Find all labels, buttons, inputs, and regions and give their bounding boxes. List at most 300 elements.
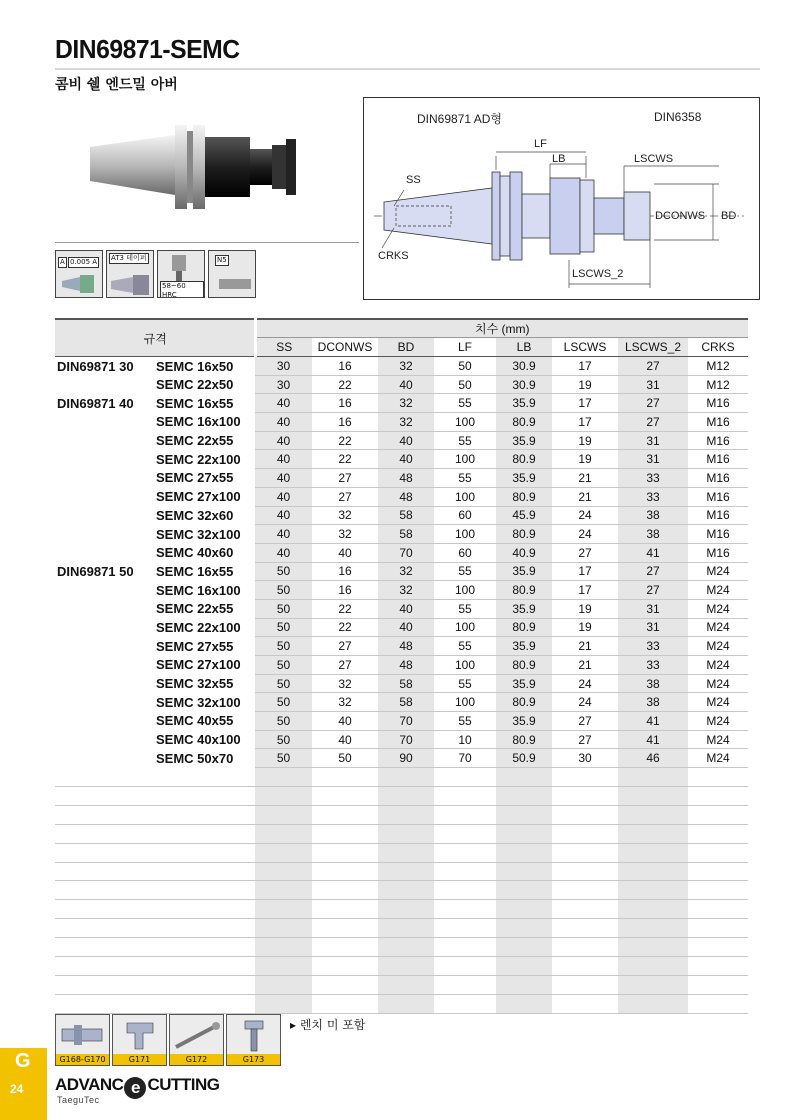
product-code: SEMC 32x100 <box>156 526 241 542</box>
table-cell: 24 <box>552 506 618 525</box>
empty-cell <box>688 787 748 806</box>
table-cell: 30.9 <box>496 375 552 394</box>
product-code-cell <box>55 525 255 544</box>
accessory-screw <box>226 1014 281 1066</box>
empty-cell <box>618 957 688 976</box>
table-cell: 45.9 <box>496 506 552 525</box>
empty-cell <box>312 957 378 976</box>
table-cell: 21 <box>552 656 618 675</box>
table-cell: 40 <box>378 431 434 450</box>
product-code-cell <box>55 450 255 469</box>
empty-cell <box>378 824 434 843</box>
empty-table-row <box>55 975 748 994</box>
empty-table-row <box>55 881 748 900</box>
table-cell: 46 <box>618 749 688 768</box>
table-cell: 27 <box>552 730 618 749</box>
empty-cell <box>618 843 688 862</box>
table-cell: 31 <box>618 599 688 618</box>
empty-cell <box>552 994 618 1013</box>
label-lscws2: LSCWS_2 <box>572 268 624 280</box>
table-row <box>55 506 748 525</box>
table-cell: 80.9 <box>496 487 552 506</box>
label-crks: CRKS <box>378 250 409 262</box>
table-cell: 38 <box>618 506 688 525</box>
empty-cell <box>312 900 378 919</box>
empty-cell <box>255 768 312 787</box>
table-cell: 31 <box>618 450 688 469</box>
empty-cell <box>552 787 618 806</box>
taper-spec-icon <box>106 250 154 298</box>
table-cell: 70 <box>378 712 434 731</box>
table-cell: 22 <box>312 450 378 469</box>
table-cell: 30.9 <box>496 357 552 376</box>
product-code-cell <box>55 431 255 450</box>
logo-text-right: CUTTING <box>147 1075 220 1094</box>
table-cell: 19 <box>552 599 618 618</box>
empty-cell <box>552 919 618 938</box>
empty-cell <box>688 843 748 862</box>
table-cell: 50 <box>255 749 312 768</box>
product-code: SEMC 32x55 <box>156 676 234 692</box>
table-cell: M16 <box>688 487 748 506</box>
table-cell: 16 <box>312 357 378 376</box>
table-cell: 35.9 <box>496 712 552 731</box>
empty-cell <box>496 938 552 957</box>
empty-cell <box>552 938 618 957</box>
product-code-cell <box>55 562 255 581</box>
product-code-cell <box>55 712 255 731</box>
product-code-cell <box>55 581 255 600</box>
label-lscws: LSCWS <box>634 153 674 165</box>
table-cell: 27 <box>618 562 688 581</box>
product-series: DIN69871 30 <box>57 358 134 374</box>
table-cell: 58 <box>378 506 434 525</box>
product-code: SEMC 27x100 <box>156 657 241 673</box>
table-cell: 48 <box>378 487 434 506</box>
table-cell: M24 <box>688 599 748 618</box>
table-cell: 21 <box>552 487 618 506</box>
empty-cell <box>618 824 688 843</box>
table-row <box>55 562 748 581</box>
empty-cell <box>378 862 434 881</box>
table-cell: 40 <box>378 375 434 394</box>
empty-cell <box>434 900 496 919</box>
table-cell: 19 <box>552 431 618 450</box>
hardness-label: 58~60 HRC <box>160 281 204 298</box>
table-cell: 70 <box>378 543 434 562</box>
empty-cell <box>688 957 748 976</box>
table-cell: 50 <box>255 599 312 618</box>
empty-cell <box>552 881 618 900</box>
table-row <box>55 450 748 469</box>
empty-cell <box>688 975 748 994</box>
empty-cell <box>312 919 378 938</box>
empty-cell <box>378 975 434 994</box>
table-cell: M16 <box>688 469 748 488</box>
table-row <box>55 693 748 712</box>
empty-cell <box>496 900 552 919</box>
empty-cell <box>255 919 312 938</box>
table-cell: 40 <box>255 487 312 506</box>
table-cell: M24 <box>688 730 748 749</box>
product-code: SEMC 16x100 <box>156 582 241 598</box>
table-cell: 100 <box>434 487 496 506</box>
wrench-icon <box>170 1015 225 1055</box>
table-cell: 16 <box>312 394 378 413</box>
product-code-cell <box>55 618 255 637</box>
table-cell: M12 <box>688 357 748 376</box>
product-code-cell <box>55 599 255 618</box>
table-cell: 90 <box>378 749 434 768</box>
table-cell: 40 <box>255 450 312 469</box>
empty-table-row <box>55 994 748 1013</box>
table-cell: 80.9 <box>496 730 552 749</box>
surface-icon <box>209 251 256 298</box>
column-header: LSCWS_2 <box>618 338 688 357</box>
table-cell: 27 <box>312 469 378 488</box>
table-cell: 27 <box>552 712 618 731</box>
table-cell: 60 <box>434 506 496 525</box>
key-icon <box>113 1015 168 1055</box>
empty-cell <box>496 957 552 976</box>
table-cell: 55 <box>434 674 496 693</box>
table-cell: M24 <box>688 712 748 731</box>
product-code: SEMC 16x55 <box>156 563 234 579</box>
table-cell: 22 <box>312 375 378 394</box>
empty-cell <box>688 862 748 881</box>
empty-cell <box>496 881 552 900</box>
empty-cell <box>618 881 688 900</box>
table-cell: 40 <box>312 712 378 731</box>
table-cell: 27 <box>618 581 688 600</box>
table-cell: 80.9 <box>496 618 552 637</box>
empty-cell <box>255 957 312 976</box>
table-cell: 16 <box>312 413 378 432</box>
table-cell: 16 <box>312 562 378 581</box>
table-cell: 17 <box>552 394 618 413</box>
empty-table-row <box>55 900 748 919</box>
table-cell: 22 <box>312 431 378 450</box>
empty-cell <box>312 805 378 824</box>
table-cell: 32 <box>312 506 378 525</box>
taper-label: AT3 테이퍼 <box>111 254 147 262</box>
table-cell: 31 <box>618 375 688 394</box>
empty-cell <box>552 900 618 919</box>
empty-cell <box>255 900 312 919</box>
table-row <box>55 581 748 600</box>
table-cell: 32 <box>312 674 378 693</box>
table-cell: 32 <box>378 581 434 600</box>
table-row <box>55 413 748 432</box>
empty-cell <box>312 975 378 994</box>
empty-cell <box>618 975 688 994</box>
table-cell: 31 <box>618 431 688 450</box>
table-cell: 38 <box>618 525 688 544</box>
empty-cell <box>312 843 378 862</box>
spec-table <box>55 318 748 1014</box>
empty-cell <box>496 824 552 843</box>
surface-label: N5 <box>217 256 227 264</box>
table-cell: 35.9 <box>496 431 552 450</box>
table-cell: 16 <box>312 581 378 600</box>
product-code-cell <box>55 656 255 675</box>
product-code-cell <box>55 749 255 768</box>
table-cell: 40 <box>255 394 312 413</box>
empty-cell <box>312 994 378 1013</box>
empty-cell <box>434 975 496 994</box>
table-cell: 32 <box>312 693 378 712</box>
table-row <box>55 674 748 693</box>
surface-spec-icon <box>208 250 256 298</box>
empty-cell <box>552 957 618 976</box>
empty-cell <box>618 919 688 938</box>
empty-cell <box>552 805 618 824</box>
empty-cell <box>378 919 434 938</box>
table-cell: 50 <box>255 730 312 749</box>
table-cell: 27 <box>618 357 688 376</box>
product-code: SEMC 27x55 <box>156 470 234 486</box>
empty-cell <box>312 862 378 881</box>
empty-cell <box>434 994 496 1013</box>
empty-cell <box>255 843 312 862</box>
name-column-header: 규격 <box>55 319 255 357</box>
product-code: SEMC 22x50 <box>156 377 234 393</box>
product-code-cell <box>55 637 255 656</box>
product-code: SEMC 32x60 <box>156 507 234 523</box>
empty-cell <box>552 862 618 881</box>
schematic-title-right: DIN6358 <box>654 110 702 124</box>
accessory-key <box>112 1014 167 1066</box>
table-cell: 55 <box>434 599 496 618</box>
table-cell: 55 <box>434 637 496 656</box>
empty-cell <box>434 938 496 957</box>
column-header: LF <box>434 338 496 357</box>
table-cell: 24 <box>552 674 618 693</box>
section-letter: G <box>15 1050 31 1072</box>
product-code: SEMC 22x100 <box>156 619 241 635</box>
accessory-wrench <box>169 1014 224 1066</box>
table-cell: 33 <box>618 637 688 656</box>
table-cell: 33 <box>618 656 688 675</box>
empty-cell <box>55 768 255 787</box>
runout-spec-icon <box>55 250 103 298</box>
table-cell: 40 <box>255 525 312 544</box>
logo-text-left: ADVANC <box>55 1075 124 1094</box>
empty-cell <box>378 994 434 1013</box>
product-code: SEMC 40x55 <box>156 713 234 729</box>
product-code-cell <box>55 543 255 562</box>
table-cell: 30 <box>255 357 312 376</box>
product-code-cell <box>55 487 255 506</box>
table-cell: 80.9 <box>496 581 552 600</box>
table-cell: 48 <box>378 637 434 656</box>
table-cell: 100 <box>434 413 496 432</box>
empty-cell <box>255 975 312 994</box>
empty-cell <box>55 843 255 862</box>
table-cell: 80.9 <box>496 525 552 544</box>
table-row <box>55 618 748 637</box>
product-code: SEMC 22x55 <box>156 601 234 617</box>
table-cell: 35.9 <box>496 599 552 618</box>
table-cell: 80.9 <box>496 413 552 432</box>
empty-cell <box>255 824 312 843</box>
label-dconws: DCONWS <box>655 210 706 222</box>
table-cell: 41 <box>618 712 688 731</box>
empty-cell <box>434 862 496 881</box>
table-cell: 19 <box>552 618 618 637</box>
empty-cell <box>378 843 434 862</box>
table-cell: 100 <box>434 450 496 469</box>
product-code: SEMC 22x55 <box>156 433 234 449</box>
page-number: 24 <box>10 1082 24 1096</box>
table-cell: 35.9 <box>496 394 552 413</box>
empty-cell <box>378 900 434 919</box>
empty-cell <box>496 975 552 994</box>
page-title: DIN69871-SEMC <box>55 34 240 64</box>
product-code: SEMC 16x100 <box>156 414 241 430</box>
product-code-cell <box>55 693 255 712</box>
empty-cell <box>552 975 618 994</box>
table-cell: 35.9 <box>496 674 552 693</box>
empty-cell <box>55 787 255 806</box>
empty-table-row <box>55 938 748 957</box>
product-code: SEMC 32x100 <box>156 694 241 710</box>
table-cell: M24 <box>688 656 748 675</box>
product-code: SEMC 50x70 <box>156 750 234 766</box>
table-cell: M24 <box>688 693 748 712</box>
table-cell: M24 <box>688 674 748 693</box>
accessory-icons <box>55 1014 281 1066</box>
table-cell: 58 <box>378 525 434 544</box>
table-cell: 50 <box>255 562 312 581</box>
empty-cell <box>434 919 496 938</box>
page-subtitle: 콤비 쉘 엔드밀 아버 <box>55 77 178 93</box>
table-cell: 17 <box>552 413 618 432</box>
table-cell: 50 <box>255 581 312 600</box>
empty-cell <box>255 862 312 881</box>
empty-cell <box>688 768 748 787</box>
table-row <box>55 431 748 450</box>
table-cell: 35.9 <box>496 562 552 581</box>
table-cell: 55 <box>434 431 496 450</box>
empty-cell <box>688 919 748 938</box>
table-cell: 70 <box>434 749 496 768</box>
empty-cell <box>688 900 748 919</box>
table-cell: 27 <box>312 487 378 506</box>
empty-cell <box>312 768 378 787</box>
table-row <box>55 525 748 544</box>
table-cell: 55 <box>434 469 496 488</box>
empty-cell <box>55 805 255 824</box>
empty-cell <box>434 787 496 806</box>
product-code-cell <box>55 674 255 693</box>
table-cell: 55 <box>434 562 496 581</box>
table-cell: 40 <box>378 450 434 469</box>
table-cell: M24 <box>688 562 748 581</box>
table-cell: 32 <box>378 394 434 413</box>
column-header: LSCWS <box>552 338 618 357</box>
table-cell: 40 <box>255 543 312 562</box>
taper-icon <box>107 251 154 298</box>
table-cell: 40 <box>378 618 434 637</box>
table-cell: 27 <box>312 656 378 675</box>
table-cell: 40 <box>255 431 312 450</box>
title-divider <box>55 68 760 70</box>
empty-cell <box>312 824 378 843</box>
empty-cell <box>618 938 688 957</box>
screw-icon <box>227 1015 282 1055</box>
table-cell: 80.9 <box>496 693 552 712</box>
table-cell: 30 <box>552 749 618 768</box>
schematic-drawing <box>364 98 761 301</box>
empty-cell <box>496 805 552 824</box>
empty-cell <box>552 824 618 843</box>
table-cell: 21 <box>552 637 618 656</box>
table-cell: 80.9 <box>496 450 552 469</box>
table-cell: 27 <box>618 394 688 413</box>
wrench-note: ▸ 렌치 미 포함 <box>290 1018 366 1032</box>
table-row <box>55 469 748 488</box>
accessory-caption: G171 <box>113 1054 166 1065</box>
table-row <box>55 656 748 675</box>
table-cell: 80.9 <box>496 656 552 675</box>
table-cell: 50 <box>434 357 496 376</box>
empty-cell <box>688 824 748 843</box>
empty-cell <box>618 862 688 881</box>
empty-cell <box>55 862 255 881</box>
product-code-cell <box>55 506 255 525</box>
empty-cell <box>496 919 552 938</box>
table-cell: 55 <box>434 712 496 731</box>
table-cell: M12 <box>688 375 748 394</box>
table-cell: M16 <box>688 543 748 562</box>
table-cell: 17 <box>552 581 618 600</box>
spec-icons <box>55 250 256 298</box>
empty-cell <box>55 975 255 994</box>
empty-table-row <box>55 787 748 806</box>
table-cell: 60 <box>434 543 496 562</box>
product-code: SEMC 22x100 <box>156 451 241 467</box>
empty-cell <box>618 805 688 824</box>
runout-datum-label: A <box>60 258 65 266</box>
table-cell: 32 <box>378 413 434 432</box>
section-tab <box>0 1048 47 1120</box>
table-cell: 32 <box>312 525 378 544</box>
column-header: LB <box>496 338 552 357</box>
table-cell: 24 <box>552 693 618 712</box>
table-cell: M16 <box>688 431 748 450</box>
accessory-caption: G173 <box>227 1054 280 1065</box>
table-cell: M16 <box>688 506 748 525</box>
table-cell: 17 <box>552 562 618 581</box>
label-bd: BD <box>721 210 737 222</box>
empty-cell <box>618 768 688 787</box>
table-cell: 50 <box>255 693 312 712</box>
product-series: DIN69871 40 <box>57 395 134 411</box>
table-row <box>55 394 748 413</box>
empty-cell <box>496 994 552 1013</box>
empty-cell <box>688 805 748 824</box>
product-code-cell <box>55 730 255 749</box>
label-lf: LF <box>534 138 547 150</box>
empty-cell <box>434 824 496 843</box>
empty-cell <box>55 938 255 957</box>
empty-cell <box>255 787 312 806</box>
accessory-caption: G168-G170 <box>56 1054 109 1065</box>
table-cell: 58 <box>378 693 434 712</box>
label-ss: SS <box>406 174 421 186</box>
table-cell: 40 <box>255 413 312 432</box>
